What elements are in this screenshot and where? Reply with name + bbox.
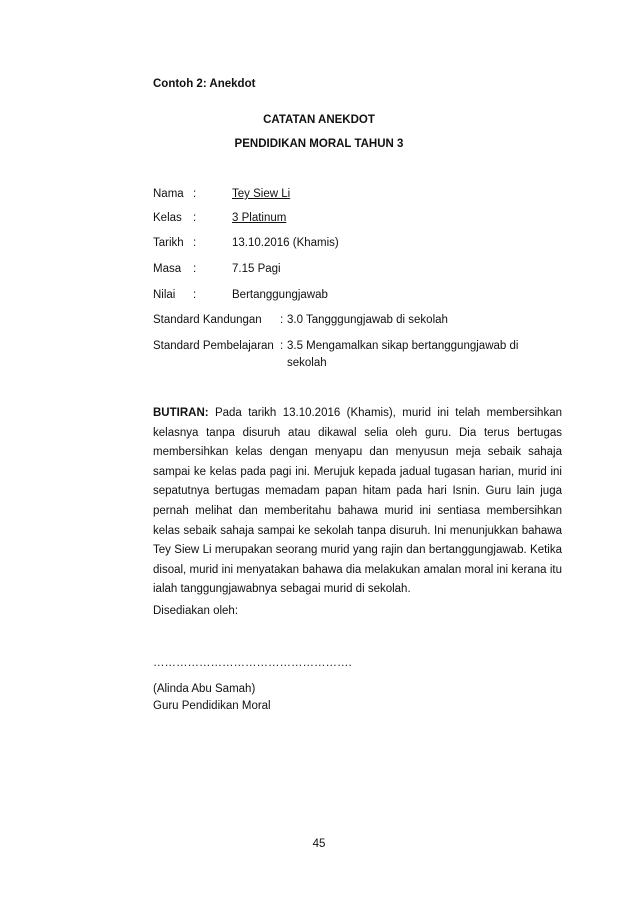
butiran-paragraph bbox=[153, 404, 562, 600]
field-label: Kelas bbox=[153, 212, 182, 224]
field-colon: : bbox=[193, 263, 197, 275]
field-colon: : bbox=[193, 237, 197, 249]
example-heading: Contoh 2: Anekdot bbox=[153, 78, 256, 90]
standard-pembelajaran-colon: : bbox=[280, 340, 284, 352]
signature-line: ……………………………………………. bbox=[153, 657, 352, 669]
field-label: Nilai bbox=[153, 289, 176, 301]
butiran-label: BUTIRAN: bbox=[153, 407, 209, 419]
prepared-by-label: Disediakan oleh: bbox=[153, 605, 239, 617]
field-value-time: 7.15 Pagi bbox=[232, 263, 281, 275]
document-title: CATATAN ANEKDOT bbox=[263, 114, 375, 126]
field-value-name: Tey Siew Li bbox=[232, 188, 291, 200]
signer-name: (Alinda Abu Samah) bbox=[153, 683, 256, 695]
field-value-class: 3 Platinum bbox=[232, 212, 287, 224]
page-number: 45 bbox=[312, 838, 326, 850]
document-subtitle: PENDIDIKAN MORAL TAHUN 3 bbox=[234, 138, 404, 150]
signer-role: Guru Pendidikan Moral bbox=[153, 700, 271, 712]
standard-pembelajaran-value-line2: sekolah bbox=[287, 357, 327, 369]
standard-kandungan-value: 3.0 Tangggungjawab di sekolah bbox=[287, 314, 448, 326]
field-colon: : bbox=[193, 212, 197, 224]
standard-pembelajaran-value-line1: 3.5 Mengamalkan sikap bertanggungjawab di bbox=[287, 340, 519, 352]
field-label: Tarikh bbox=[153, 237, 184, 249]
butiran-text: Pada tarikh 13.10.2016 (Khamis), murid ini telah membersihkan kelasnya tanpa disuruh atau dikawal selia oleh guru. Dia terus bertugas membersihkan kelas dengan menyapu dan menyusun meja sebaik sahaja sampai ke kelas pada pagi ini. Merujuk kepada jadual tugasan harian, murid ini sepatutnya bertugas memadam papan hitam pada hari Isnin. Guru lain juga pernah melihat dan memberitahu bahawa murid ini sentiasa membersihkan kelas sebaik sahaja sampai ke sekolah tanpa disuruh. Ini menunjukkan bahawa Tey Siew Li merupakan seorang murid yang rajin dan bertanggungjawab. Ketika disoal, murid ini menyatakan bahawa dia melakukan amalan moral ini kerana itu ialah tanggungjawabnya sebagai murid di sekolah. bbox=[153, 407, 562, 596]
standard-kandungan-label: Standard Kandungan bbox=[153, 314, 262, 326]
field-value-date: 13.10.2016 (Khamis) bbox=[232, 237, 339, 249]
field-label: Masa bbox=[153, 263, 182, 275]
standard-pembelajaran-label: Standard Pembelajaran bbox=[153, 340, 274, 352]
standard-kandungan-colon: : bbox=[280, 314, 284, 326]
field-colon: : bbox=[193, 188, 197, 200]
field-label: Nama bbox=[153, 188, 184, 200]
field-colon: : bbox=[193, 289, 197, 301]
field-value-value: Bertanggungjawab bbox=[232, 289, 328, 301]
